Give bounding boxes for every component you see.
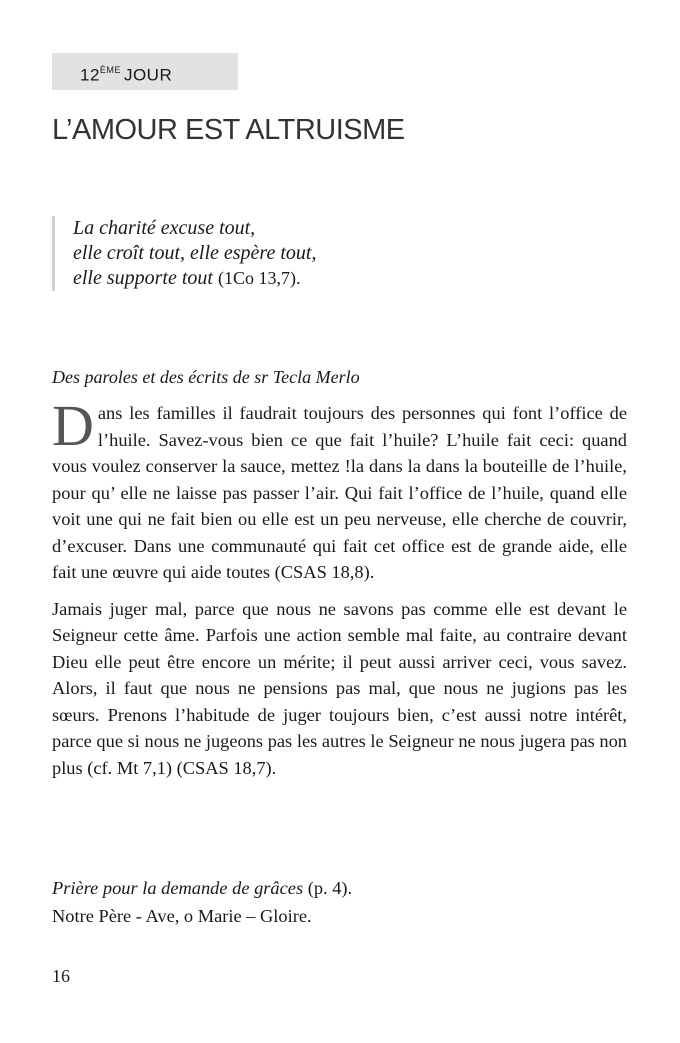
day-suffix: ÈME: [99, 65, 121, 75]
paragraph-1: [52, 393, 627, 586]
paragraph-1-text: ans les familles il faudrait toujours des personnes qui font l’office de l’huile. Savez-vous bien ce que fait l’huile? L’huile fait ceci: quand vous voulez conserver la sauce, mettez !la dans la dans la bouteille de l’huile, pour qu’ elle ne laisse pas passer l’air. Qui fait l’office de l’huile, quand elle voit une qui ne fait bien ou elle est un peu nerveuse, elle cherche de couvrir, d’excuser. Dans une communauté qui fait cet office est de grande aide, elle fait une œuvre qui aide toutes (CSAS 18,8).: [52, 403, 627, 582]
day-label: [52, 53, 238, 90]
source-heading: Des paroles et des écrits de sr Tecla Merlo: [52, 367, 360, 387]
page-title: L’AMOUR EST ALTRUISME: [52, 114, 405, 146]
quote-line-1: La charité excuse tout,: [73, 217, 256, 239]
prayer-section: [52, 874, 352, 930]
epigraph-quote: [52, 216, 633, 291]
quote-line-3: [73, 266, 633, 291]
quote-line-2: elle croît tout, elle espère tout,: [73, 242, 317, 264]
drop-cap: D: [52, 393, 94, 458]
quote-reference: (1Co 13,7).: [217, 268, 301, 288]
prayer-title: Prière pour la demande de grâces: [52, 878, 304, 898]
prayer-line-2: Notre Père - Ave, o Marie – Gloire.: [52, 906, 312, 926]
body-text: [52, 393, 627, 791]
prayer-line-1: [52, 874, 352, 902]
prayer-page-ref: (p. 4).: [303, 878, 353, 898]
day-number: 12: [80, 65, 100, 85]
quote-line-3-text: elle supporte tout: [73, 267, 213, 289]
paragraph-2: Jamais juger mal, parce que nous ne savons pas comme elle est devant le Seigneur cette âme. Parfois une action semble mal faite, au contraire devant Dieu elle peut être encore un mérite; il peut aussi arriver ceci, vous savez. Alors, il faut que nous ne pensions pas mal, que nous ne jugions pas les sœurs. Prenons l’habitude de juger toujours bien, c’est aussi notre intérêt, parce que si nous ne jugeons pas les autres le Seigneur ne nous jugera pas non plus (cf. Mt 7,1) (CSAS 18,7).: [52, 598, 627, 778]
day-word: JOUR: [123, 65, 173, 85]
page-number: 16: [52, 966, 70, 986]
